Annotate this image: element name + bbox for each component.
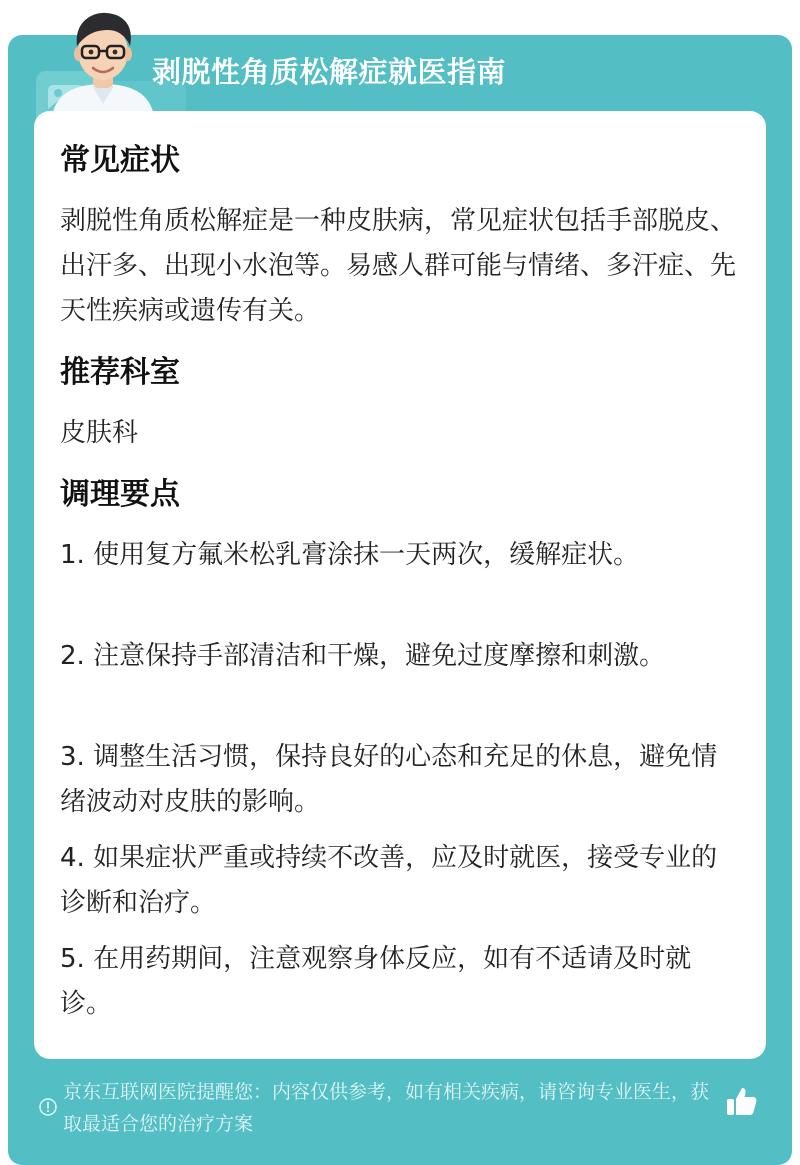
department-text: 皮肤科 <box>60 418 139 448</box>
content-card <box>34 111 766 1059</box>
care-item-3: 3. 调整生活习惯，保持良好的心态和充足的休息，避免情绪波动对皮肤的影响。 <box>60 742 718 817</box>
department-heading: 推荐科室 <box>60 355 180 390</box>
page-title: 剥脱性角质松解症就医指南 <box>152 55 507 89</box>
care-item-2: 2. 注意保持手部清洁和干燥，避免过度摩擦和刺激。 <box>60 641 666 671</box>
care-item-1: 1. 使用复方氟米松乳膏涂抹一天两次，缓解症状。 <box>60 540 640 570</box>
info-icon <box>38 1097 58 1117</box>
thumbs-up-icon[interactable] <box>724 1084 760 1120</box>
care-item-4: 4. 如果症状严重或持续不改善，应及时就医，接受专业的诊断和治疗。 <box>60 843 718 918</box>
doctor-avatar-icon <box>48 8 158 116</box>
care-item-5: 5. 在用药期间，注意观察身体反应，如有不适请及时就诊。 <box>60 944 692 1019</box>
footer-notice: 京东互联网医院提醒您：内容仅供参考，如有相关疾病，请咨询专业医生，获取最适合您的治疗方案 <box>63 1081 710 1135</box>
symptoms-text: 剥脱性角质松解症是一种皮肤病，常见症状包括手部脱皮、出汗多、出现小水泡等。易感人群可能与情绪、多汗症、先天性疾病或遗传有关。 <box>60 206 737 326</box>
symptoms-heading: 常见症状 <box>60 143 180 178</box>
care-heading: 调理要点 <box>60 477 180 512</box>
